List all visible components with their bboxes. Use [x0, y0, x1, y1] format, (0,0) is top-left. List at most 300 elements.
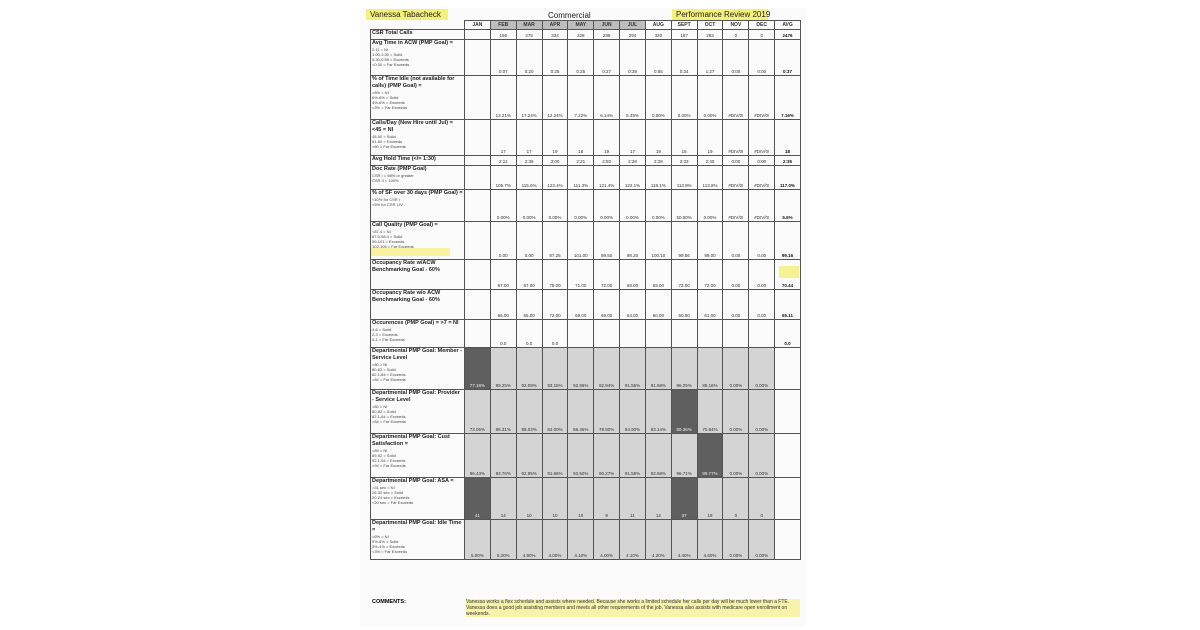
- metric-value-cell: 100.10: [645, 222, 671, 260]
- metric-value-cell: [465, 260, 491, 290]
- metric-title: Occurences (PMP Goal) = >7 = NI: [372, 320, 459, 326]
- metric-value-cell: 0:00: [749, 156, 775, 166]
- metric-goal-note: CSR II = 100%: [372, 178, 399, 183]
- metric-value-cell: 85.16%: [697, 348, 723, 390]
- metric-goal-note: >31 sec = NI: [372, 485, 395, 490]
- month-header: OCT: [697, 21, 723, 30]
- metric-goal-note: <10% for CSR I: [372, 197, 400, 202]
- metric-value-cell: 66.00: [490, 290, 516, 320]
- metric-value-cell: 113.9%: [671, 166, 697, 190]
- metric-value-cell: #DIV/0!: [749, 76, 775, 120]
- metric-label: [371, 40, 465, 76]
- metric-goal-note: <89 = NI: [372, 448, 388, 453]
- metric-value-cell: 4.00%: [594, 520, 620, 560]
- metric-goal-note: 5%-6% = Solid: [372, 539, 399, 544]
- metric-goal-note: 4-6 = Solid: [372, 327, 392, 332]
- metric-value-cell: [749, 320, 775, 348]
- metric-value-cell: 115.6%: [516, 166, 542, 190]
- metric-value-cell: 78.90%: [594, 390, 620, 434]
- metric-label: [371, 190, 465, 222]
- metric-value-cell: 2:36: [516, 156, 542, 166]
- metric-value-cell: 92.95%: [516, 434, 542, 478]
- metric-value-cell: #DIV/0!: [749, 120, 775, 156]
- metric-goal-note: 102-105 = Far Exceeds: [372, 244, 414, 249]
- metric-value-cell: 0: [723, 478, 749, 520]
- metric-value-cell: 60.00: [671, 290, 697, 320]
- metric-goal-note: <80 = NI: [372, 404, 388, 409]
- metric-row: [371, 30, 801, 40]
- department-label: Commercial: [548, 11, 591, 20]
- metric-value-cell: 4.90%: [516, 520, 542, 560]
- metric-value-cell: 12: [645, 478, 671, 520]
- metric-label: [371, 120, 465, 156]
- metric-goal-note: 80-82 = Solid: [372, 409, 396, 414]
- month-header: AUG: [645, 21, 671, 30]
- metric-value-cell: 101.00: [568, 222, 594, 260]
- metric-value-cell: 18: [568, 120, 594, 156]
- metric-value-cell: 156: [490, 30, 516, 40]
- metric-value-cell: 187: [671, 30, 697, 40]
- metric-value-cell: 86.46%: [568, 390, 594, 434]
- metric-value-cell: 0: [723, 30, 749, 40]
- metric-value-cell: 0.0: [516, 320, 542, 348]
- metric-value-cell: 294: [620, 30, 646, 40]
- metric-value-cell: [465, 290, 491, 320]
- metric-value-cell: 0.00%: [645, 76, 671, 120]
- metric-value-cell: 91.58%: [620, 434, 646, 478]
- metric-value-cell: 0:20: [516, 40, 542, 76]
- metric-value-cell: 0.00%: [568, 190, 594, 222]
- employee-name: Vanessa Tabacheck: [370, 10, 441, 19]
- metric-row: [371, 120, 801, 156]
- metric-goal-note: 92.1-94 = Exceeds: [372, 458, 406, 463]
- metric-value-cell: 1:27: [697, 40, 723, 76]
- metric-value-cell: [465, 166, 491, 190]
- header-blank-cell: [371, 21, 465, 30]
- metric-value-cell: 4.10%: [568, 520, 594, 560]
- metric-value-cell: 4.60%: [697, 520, 723, 560]
- metric-title: CSR Total Calls: [372, 30, 413, 36]
- metric-value-cell: 14: [490, 478, 516, 520]
- metric-value-cell: 91.68%: [645, 348, 671, 390]
- metric-value-cell: 17.24%: [516, 76, 542, 120]
- metric-label: [371, 290, 465, 320]
- metric-title: Avg Hold Time (</= 1:30): [372, 156, 436, 162]
- metric-value-cell: 19: [542, 120, 568, 156]
- metric-label: [371, 348, 465, 390]
- metric-value-cell: [465, 120, 491, 156]
- metric-value-cell: 89.77%: [697, 434, 723, 478]
- month-header: DEC: [749, 21, 775, 30]
- metric-value-cell: [671, 320, 697, 348]
- metric-value-cell: 88.03%: [516, 390, 542, 434]
- metric-row: [371, 260, 801, 290]
- metric-value-cell: [645, 320, 671, 348]
- metric-goal-note: CSR I = 98% or greater: [372, 173, 414, 178]
- metric-row: [371, 40, 801, 76]
- metric-value-cell: 69.36%: [671, 390, 697, 434]
- metric-value-cell: 17: [516, 120, 542, 156]
- metric-value-cell: 0:00: [723, 156, 749, 166]
- metric-value-cell: [465, 40, 491, 76]
- metric-value-cell: 19: [697, 120, 723, 156]
- metric-value-cell: 7.22%: [568, 76, 594, 120]
- metric-goal-note: <87.4 = NI: [372, 229, 391, 234]
- metric-value-cell: 19: [645, 120, 671, 156]
- metric-value-cell: #DIV/0!: [723, 76, 749, 120]
- metric-value-cell: 7.16%: [775, 76, 801, 120]
- metric-value-cell: 84.90%: [620, 390, 646, 434]
- metric-value-cell: 0.00%: [671, 76, 697, 120]
- metric-value-cell: 0.00%: [749, 520, 775, 560]
- metric-value-cell: 299: [594, 30, 620, 40]
- metric-goal-note: 51-60 = Exceeds: [372, 139, 403, 144]
- metric-value-cell: 61.00: [697, 290, 723, 320]
- metric-value-cell: 0.00%: [723, 520, 749, 560]
- metric-value-cell: [723, 320, 749, 348]
- metric-value-cell: [465, 76, 491, 120]
- metric-value-cell: [568, 320, 594, 348]
- metric-value-cell: 72.00: [671, 260, 697, 290]
- metric-row: [371, 390, 801, 434]
- metric-value-cell: 113.8%: [697, 166, 723, 190]
- metric-value-cell: 73.05%: [465, 390, 491, 434]
- metric-value-cell: 0.00%: [620, 190, 646, 222]
- metric-value-cell: 83.14%: [645, 390, 671, 434]
- metric-value-cell: 0.00: [490, 222, 516, 260]
- metric-value-cell: 105.7%: [490, 166, 516, 190]
- metric-row: [371, 290, 801, 320]
- metric-value-cell: 2:35: [775, 156, 801, 166]
- comments-label: COMMENTS:: [372, 599, 406, 605]
- metric-value-cell: 67.00: [490, 260, 516, 290]
- performance-table: [370, 20, 801, 560]
- metric-value-cell: 12.24%: [542, 76, 568, 120]
- metric-value-cell: 6.14%: [594, 76, 620, 120]
- metric-value-cell: [465, 30, 491, 40]
- metric-title: Avg Time in ACW (PMP Goal) =: [372, 40, 453, 46]
- metric-value-cell: 11: [620, 478, 646, 520]
- month-header: SEPT: [671, 21, 697, 30]
- metric-goal-note: >60 = Far Exceeds: [372, 144, 406, 149]
- metric-value-cell: 275: [516, 30, 542, 40]
- month-header: JUL: [620, 21, 646, 30]
- metric-label: [371, 156, 465, 166]
- metric-value-cell: 0:34: [671, 40, 697, 76]
- metric-value-cell: 99.00: [697, 222, 723, 260]
- month-header: NOV: [723, 21, 749, 30]
- metric-goal-note: 6%-8% = Solid: [372, 95, 399, 100]
- metric-goal-note: 1:00-1:30 = Solid: [372, 52, 403, 57]
- metric-value-cell: 70.84%: [697, 390, 723, 434]
- metric-value-cell: 69.00: [645, 260, 671, 290]
- metric-value-cell: 17: [490, 120, 516, 156]
- metric-goal-note: 82.1-84 = Exceeds: [372, 372, 406, 377]
- metric-goal-note: <0:30 = Far Exceeds: [372, 62, 410, 67]
- metric-value-cell: [465, 156, 491, 166]
- metric-value-cell: 2:40: [697, 156, 723, 166]
- metric-value-cell: 0.00: [723, 260, 749, 290]
- metric-goal-note: >84 = Far Exceeds: [372, 377, 406, 382]
- metric-value-cell: 0.00%: [697, 76, 723, 120]
- metric-row: [371, 222, 801, 260]
- metric-goal-note: 3%-4% = Exceeds: [372, 544, 405, 549]
- metric-value-cell: #DIV/0!: [723, 120, 749, 156]
- metric-row: [371, 190, 801, 222]
- metric-goal-note: 99-101 = Exceeds: [372, 239, 405, 244]
- metric-value-cell: 71.00: [568, 260, 594, 290]
- metric-value-cell: 4.40%: [671, 520, 697, 560]
- metric-title: Occupancy Rate w/o ACW Benchmarking Goal - 60%: [372, 290, 441, 303]
- metric-title: Doc Rate (PMP Goal): [372, 166, 427, 172]
- metric-value-cell: 60.00: [645, 290, 671, 320]
- metric-value-cell: [594, 320, 620, 348]
- metric-value-cell: 99.56: [671, 222, 697, 260]
- month-header: JAN: [465, 21, 491, 30]
- metric-value-cell: 0:55: [645, 40, 671, 76]
- metric-row: [371, 76, 801, 120]
- metric-value-cell: 93.76%: [490, 434, 516, 478]
- metric-label: [371, 390, 465, 434]
- metric-value-cell: 2:50: [594, 156, 620, 166]
- metric-value-cell: 0.00: [723, 222, 749, 260]
- month-header: JUN: [594, 21, 620, 30]
- month-header: FEB: [490, 21, 516, 30]
- metric-value-cell: #DIV/0!: [749, 166, 775, 190]
- metric-value-cell: 17: [620, 120, 646, 156]
- metric-value-cell: 72.00: [542, 290, 568, 320]
- metric-value-cell: 92.68%: [645, 434, 671, 478]
- metric-goal-note: 89-92 = Solid: [372, 453, 396, 458]
- metric-value-cell: 92.86%: [568, 348, 594, 390]
- metric-value-cell: 64.00: [620, 290, 646, 320]
- metric-goal-note: 87.5-98.4 = Solid: [372, 234, 403, 239]
- metric-value-cell: 0: [749, 478, 775, 520]
- metric-value-cell: 0: [749, 30, 775, 40]
- metric-title: Calls/Day (New Hire until Jul) = <45 = NI: [372, 120, 453, 133]
- metric-goal-note: 82.1-84 = Exceeds: [372, 414, 406, 419]
- metric-value-cell: 18: [775, 120, 801, 156]
- metric-value-cell: 99.50: [594, 222, 620, 260]
- metric-value-cell: 5.6%: [775, 190, 801, 222]
- metric-value-cell: 96.71%: [671, 434, 697, 478]
- metric-value-cell: 77.18%: [465, 348, 491, 390]
- metric-goal-note: 45-50 = Solid: [372, 134, 396, 139]
- metric-value-cell: 86.25%: [671, 348, 697, 390]
- metric-title: Departmental PMP Goal: Member - Service Level: [372, 348, 463, 361]
- metric-value-cell: [465, 222, 491, 260]
- metric-value-cell: 123.4%: [542, 166, 568, 190]
- metric-value-cell: 69.00: [594, 290, 620, 320]
- metric-value-cell: [775, 390, 801, 434]
- metric-value-cell: 72.00: [594, 260, 620, 290]
- metric-value-cell: 328: [568, 30, 594, 40]
- metric-label: [371, 520, 465, 560]
- metric-value-cell: 4.20%: [645, 520, 671, 560]
- metric-value-cell: [620, 320, 646, 348]
- metric-goal-note: 80-82 = Solid: [372, 367, 396, 372]
- metric-title: % of Time Idle (not available for calls) (PMP Goal) =: [372, 76, 455, 89]
- metric-title: % of SF over 30 days (PMP Goal) =: [372, 190, 463, 196]
- metric-value-cell: 0.00%: [516, 190, 542, 222]
- month-header: MAY: [568, 21, 594, 30]
- metric-label: [371, 166, 465, 190]
- month-header: MAR: [516, 21, 542, 30]
- metric-value-cell: 0.00%: [723, 348, 749, 390]
- metric-goal-note: 0:30-0:59 = Exceeds: [372, 57, 409, 62]
- metric-label: [371, 76, 465, 120]
- metric-value-cell: 0.00%: [749, 348, 775, 390]
- metric-value-cell: 0.00: [749, 290, 775, 320]
- metric-goal-note: >8% = NI: [372, 90, 389, 95]
- metric-value-cell: 0.00%: [723, 390, 749, 434]
- metric-value-cell: 5.49%: [620, 76, 646, 120]
- metric-label: [371, 478, 465, 520]
- metric-value-cell: 0:25: [542, 40, 568, 76]
- metric-value-cell: 75.00: [542, 260, 568, 290]
- metric-value-cell: 2:33: [671, 156, 697, 166]
- metric-value-cell: 10: [568, 478, 594, 520]
- metric-value-cell: 96.43%: [465, 434, 491, 478]
- metric-value-cell: 0:25: [568, 40, 594, 76]
- metric-value-cell: 0.00%: [749, 390, 775, 434]
- metric-value-cell: 2476: [775, 30, 801, 40]
- metric-value-cell: 0.00%: [697, 190, 723, 222]
- metric-value-cell: 0.00%: [723, 434, 749, 478]
- metric-title: Departmental PMP Goal: ASA =: [372, 478, 454, 484]
- metric-value-cell: 10: [516, 478, 542, 520]
- metric-value-cell: 92.09%: [516, 348, 542, 390]
- metric-row: [371, 320, 801, 348]
- metric-value-cell: 50.00%: [671, 190, 697, 222]
- metric-value-cell: #DIV/0!: [749, 190, 775, 222]
- metric-row: [371, 156, 801, 166]
- metric-value-cell: 2:11: [490, 156, 516, 166]
- metric-value-cell: 18: [697, 478, 723, 520]
- metric-goal-note: <3% = Far Exceeds: [372, 549, 408, 554]
- metric-value-cell: 93.50%: [568, 434, 594, 478]
- metric-value-cell: 4.10%: [620, 520, 646, 560]
- metric-value-cell: 0.00: [723, 290, 749, 320]
- metric-value-cell: 91.66%: [542, 434, 568, 478]
- metric-goal-note: <80 = NI: [372, 362, 388, 367]
- metric-value-cell: 69.00: [620, 260, 646, 290]
- metric-value-cell: 92.94%: [594, 348, 620, 390]
- metric-title: Departmental PMP Goal: Cust Satisfaction =: [372, 434, 450, 447]
- metric-value-cell: [775, 434, 801, 478]
- metric-value-cell: 0.00: [749, 222, 775, 260]
- metric-row: [371, 348, 801, 390]
- metric-goal-note: <20 sec = Far Exceeds: [372, 500, 414, 505]
- metric-value-cell: 2:28: [645, 156, 671, 166]
- metric-value-cell: 67.00: [516, 260, 542, 290]
- metric-value-cell: 3:00: [542, 156, 568, 166]
- metric-label: [371, 222, 465, 260]
- metric-title: Departmental PMP Goal: Provider - Service Level: [372, 390, 460, 403]
- metric-row: [371, 166, 801, 190]
- metric-value-cell: 334: [542, 30, 568, 40]
- metric-goal-note: 2-3 = Exceeds: [372, 332, 398, 337]
- metric-value-cell: 0:27: [594, 40, 620, 76]
- metric-value-cell: 283: [697, 30, 723, 40]
- metric-label: [371, 260, 465, 290]
- metric-value-cell: 0.00%: [594, 190, 620, 222]
- metric-value-cell: 98.20: [620, 222, 646, 260]
- metric-value-cell: 0.0: [542, 320, 568, 348]
- comments-text: Vanessa works a flex schedule and assists where needed. Because she works a limited schedule her calls per day will be much lower than a FTE. Vanessa does a good job assisting members and meets all other requirements of the job. Vanessa also assists with medicare open enrollment on weekends.: [466, 599, 800, 617]
- month-header-row: [371, 21, 801, 30]
- metric-value-cell: 4.00%: [542, 520, 568, 560]
- metric-value-cell: 0.00%: [542, 190, 568, 222]
- metric-title: Call Quality (PMP Goal) =: [372, 222, 438, 228]
- metric-value-cell: 19: [594, 120, 620, 156]
- metric-goal-note: <5% for CSR I-IV: [372, 202, 403, 207]
- metric-value-cell: 117.0%: [775, 166, 801, 190]
- metric-value-cell: 37: [671, 478, 697, 520]
- metric-value-cell: 65.11: [775, 290, 801, 320]
- metric-title: Occupancy Rate w/ACW Benchmarking Goal - 60%: [372, 260, 440, 273]
- metric-value-cell: 0.00: [749, 260, 775, 290]
- metric-value-cell: [465, 190, 491, 222]
- metric-value-cell: 97.25: [542, 222, 568, 260]
- review-title: Performance Review 2019: [676, 10, 771, 19]
- metric-goal-note: 0-1 = Far Exceeds: [372, 337, 405, 342]
- metric-value-cell: 41: [465, 478, 491, 520]
- metric-value-cell: 0.0: [775, 320, 801, 348]
- metric-value-cell: 0:00: [749, 40, 775, 76]
- metric-value-cell: 13.21%: [490, 76, 516, 120]
- metric-value-cell: 122.1%: [620, 166, 646, 190]
- metric-value-cell: 84.00%: [542, 390, 568, 434]
- metric-label: [371, 434, 465, 478]
- metric-value-cell: 111.3%: [568, 166, 594, 190]
- metric-value-cell: 2:28: [620, 156, 646, 166]
- metric-value-cell: 0:00: [723, 40, 749, 76]
- metric-goal-note: >6% = NI: [372, 534, 389, 539]
- metric-value-cell: 91.56%: [620, 348, 646, 390]
- metric-value-cell: 9: [594, 478, 620, 520]
- metric-value-cell: 118.1%: [645, 166, 671, 190]
- metric-value-cell: 69.00: [568, 290, 594, 320]
- metric-goal-note: 20-24 sec = Exceeds: [372, 495, 410, 500]
- metric-goal-note: 26-30 sec = Solid: [372, 490, 404, 495]
- metric-value-cell: 2:21: [568, 156, 594, 166]
- metric-row: [371, 520, 801, 560]
- metric-goal-note: >84 = Far Exceeds: [372, 419, 406, 424]
- metric-value-cell: 0.00%: [645, 190, 671, 222]
- metric-value-cell: 16: [671, 120, 697, 156]
- metric-label: [371, 320, 465, 348]
- metric-value-cell: #DIV/0!: [723, 166, 749, 190]
- metric-value-cell: 0.00: [516, 222, 542, 260]
- metric-value-cell: 90.27%: [594, 434, 620, 478]
- month-header: APR: [542, 21, 568, 30]
- metric-value-cell: 72.00: [697, 260, 723, 290]
- month-header: AVG: [775, 21, 801, 30]
- metric-value-cell: 0.00%: [490, 190, 516, 222]
- metric-value-cell: [697, 320, 723, 348]
- metric-value-cell: [775, 478, 801, 520]
- metric-value-cell: 0.0: [490, 320, 516, 348]
- metric-label: [371, 30, 465, 40]
- metric-value-cell: [775, 348, 801, 390]
- metric-row: [371, 478, 801, 520]
- metric-title: Departmental PMP Goal: Idle Time =: [372, 520, 462, 533]
- metric-value-cell: 99.16: [775, 222, 801, 260]
- metric-value-cell: 65.00: [516, 290, 542, 320]
- metric-value-cell: #DIV/0!: [723, 190, 749, 222]
- metric-value-cell: 10: [542, 478, 568, 520]
